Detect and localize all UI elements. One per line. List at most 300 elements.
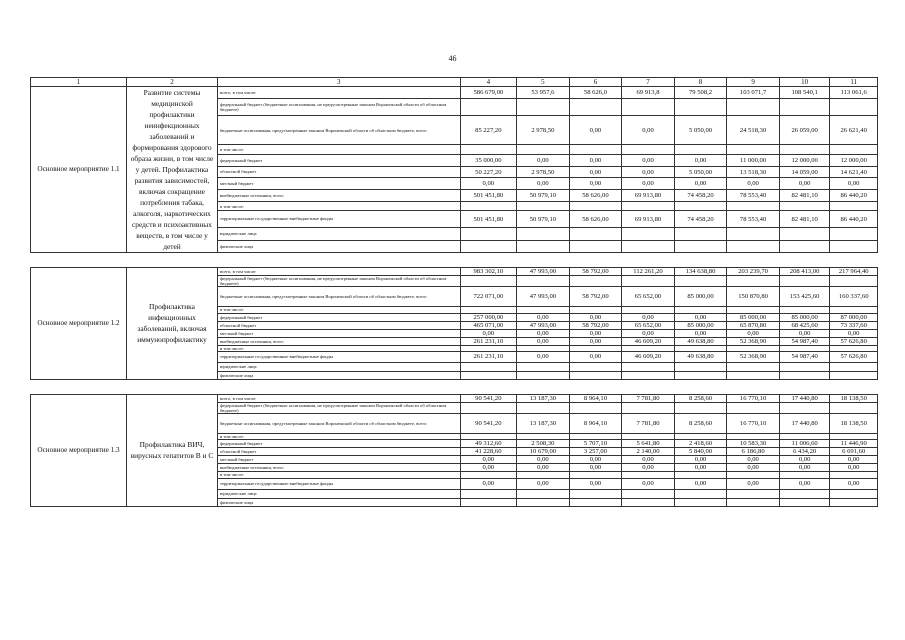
table-row [31, 268, 878, 276]
amount-cell: 0,00 [622, 154, 675, 166]
amount-cell [569, 402, 622, 413]
amount-cell: 14 621,40 [830, 166, 878, 178]
funding-source-cell: территориальные государственные внебюджетные фонды [217, 478, 460, 489]
amount-cell: 0,00 [622, 329, 675, 337]
amount-cell: 0,00 [622, 115, 675, 145]
amount-cell: 0,00 [727, 456, 780, 464]
amount-cell [517, 362, 570, 371]
amount-cell: 78 553,40 [727, 190, 780, 202]
amount-cell [460, 202, 517, 211]
amount-cell: 68 425,60 [779, 321, 830, 329]
funding-source-cell: федеральный бюджет (бюджетные ассигнования, не предусмотренные законом Воронежской области об областном бюджете) [217, 98, 460, 115]
funding-source-cell: в том числе: [217, 307, 460, 313]
amount-cell [830, 98, 878, 115]
amount-cell [622, 362, 675, 371]
amount-cell [622, 227, 675, 240]
amount-cell: 0,00 [674, 478, 727, 489]
amount-cell: 2 508,30 [517, 440, 570, 448]
amount-cell [830, 371, 878, 379]
amount-cell [622, 276, 675, 287]
amount-cell: 11 006,60 [779, 440, 830, 448]
amount-cell: 0,00 [517, 178, 570, 190]
amount-cell: 18 138,50 [830, 414, 878, 434]
amount-cell: 108 540,1 [779, 87, 830, 99]
amount-cell: 13 187,30 [517, 414, 570, 434]
amount-cell [674, 202, 727, 211]
amount-cell: 586 679,00 [460, 87, 517, 99]
amount-cell [674, 227, 727, 240]
amount-cell: 49 638,80 [674, 351, 727, 362]
amount-cell: 7 781,80 [622, 394, 675, 402]
funding-source-cell: внебюджетные источники, всего [217, 337, 460, 345]
amount-cell [727, 489, 780, 498]
amount-cell: 0,00 [727, 464, 780, 472]
amount-cell: 501 451,80 [460, 190, 517, 202]
header-cell: 10 [779, 78, 830, 87]
funding-source-cell: областной бюджет [217, 448, 460, 456]
amount-cell [460, 362, 517, 371]
amount-cell [569, 276, 622, 287]
amount-cell: 722 071,00 [460, 287, 517, 307]
amount-cell: 113 061,6 [830, 87, 878, 99]
funding-source-cell: юридические лица [217, 227, 460, 240]
header-cell: 5 [517, 78, 570, 87]
amount-cell [460, 227, 517, 240]
event-cell: Основное мероприятие 1.2 [31, 268, 127, 380]
funding-source-cell: всего, в том числе: [217, 394, 460, 402]
header-cell: 11 [830, 78, 878, 87]
amount-cell [674, 362, 727, 371]
amount-cell [460, 489, 517, 498]
amount-cell: 2 978,50 [517, 166, 570, 178]
amount-cell [569, 202, 622, 211]
amount-cell: 0,00 [779, 178, 830, 190]
funding-source-cell: местный бюджет [217, 456, 460, 464]
amount-cell [727, 227, 780, 240]
amount-cell [517, 402, 570, 413]
amount-cell: 65 870,80 [727, 321, 780, 329]
amount-cell: 0,00 [674, 464, 727, 472]
amount-cell [830, 489, 878, 498]
amount-cell: 0,00 [460, 464, 517, 472]
funding-source-cell: внебюджетные источники, всего [217, 190, 460, 202]
amount-cell: 0,00 [517, 154, 570, 166]
amount-cell [569, 498, 622, 506]
amount-cell [830, 498, 878, 506]
amount-cell: 90 541,20 [460, 414, 517, 434]
amount-cell [779, 227, 830, 240]
amount-cell: 12 000,00 [779, 154, 830, 166]
amount-cell: 54 987,40 [779, 351, 830, 362]
amount-cell [830, 362, 878, 371]
amount-cell: 58 626,0 [569, 87, 622, 99]
amount-cell [779, 402, 830, 413]
amount-cell: 0,00 [830, 329, 878, 337]
amount-cell: 47 993,00 [517, 321, 570, 329]
amount-cell: 0,00 [674, 313, 727, 321]
amount-cell: 0,00 [779, 478, 830, 489]
amount-cell [569, 371, 622, 379]
funding-source-cell: в том числе: [217, 472, 460, 478]
amount-cell: 0,00 [727, 329, 780, 337]
amount-cell [569, 241, 622, 253]
amount-cell [460, 276, 517, 287]
funding-source-cell: физические лица [217, 498, 460, 506]
header-row [31, 78, 878, 87]
amount-cell [830, 276, 878, 287]
amount-cell [622, 202, 675, 211]
amount-cell: 54 987,40 [779, 337, 830, 345]
spacer-cell [31, 253, 878, 268]
amount-cell: 257 000,00 [460, 313, 517, 321]
amount-cell: 0,00 [517, 313, 570, 321]
amount-cell [460, 145, 517, 154]
amount-cell: 0,00 [727, 178, 780, 190]
funding-source-cell: внебюджетные источники, всего [217, 464, 460, 472]
amount-cell: 5 707,10 [569, 440, 622, 448]
funding-source-cell: федеральный бюджет [217, 313, 460, 321]
header-cell: 1 [31, 78, 127, 87]
funding-source-cell: в том числе: [217, 202, 460, 211]
amount-cell: 0,00 [622, 313, 675, 321]
amount-cell: 16 770,10 [727, 414, 780, 434]
funding-source-cell: федеральный бюджет (бюджетные ассигнования, не предусмотренные законом Воронежской области об областном бюджете) [217, 402, 460, 413]
funding-source-cell: местный бюджет [217, 178, 460, 190]
amount-cell: 0,00 [569, 329, 622, 337]
funding-source-cell: областной бюджет [217, 321, 460, 329]
amount-cell [830, 202, 878, 211]
amount-cell [727, 145, 780, 154]
amount-cell [674, 241, 727, 253]
amount-cell [727, 371, 780, 379]
funding-source-cell: бюджетные ассигнования, предусмотренные законом Воронежской области об областном бюджете, всего [217, 414, 460, 434]
amount-cell: 69 913,8 [622, 87, 675, 99]
amount-cell: 47 993,00 [517, 268, 570, 276]
amount-cell: 87 000,00 [830, 313, 878, 321]
amount-cell: 0,00 [517, 351, 570, 362]
amount-cell: 85 227,20 [460, 115, 517, 145]
amount-cell: 58 792,00 [569, 287, 622, 307]
amount-cell [460, 402, 517, 413]
amount-cell: 2 140,00 [622, 448, 675, 456]
amount-cell: 0,00 [674, 178, 727, 190]
amount-cell [830, 227, 878, 240]
amount-cell [517, 371, 570, 379]
amount-cell [517, 498, 570, 506]
amount-cell: 74 458,20 [674, 211, 727, 227]
amount-cell [779, 276, 830, 287]
amount-cell [517, 227, 570, 240]
amount-cell [674, 145, 727, 154]
amount-cell [727, 98, 780, 115]
amount-cell: 52 368,90 [727, 337, 780, 345]
amount-cell: 0,00 [674, 154, 727, 166]
amount-cell: 0,00 [830, 456, 878, 464]
amount-cell: 0,00 [779, 329, 830, 337]
amount-cell: 53 957,6 [517, 87, 570, 99]
amount-cell: 6 434,20 [779, 448, 830, 456]
amount-cell [779, 362, 830, 371]
block-spacer [31, 253, 878, 268]
amount-cell [622, 402, 675, 413]
amount-cell: 6 186,80 [727, 448, 780, 456]
amount-cell [674, 402, 727, 413]
amount-cell: 0,00 [569, 178, 622, 190]
amount-cell [727, 241, 780, 253]
amount-cell [517, 98, 570, 115]
amount-cell: 49 312,60 [460, 440, 517, 448]
amount-cell: 47 993,00 [517, 287, 570, 307]
amount-cell: 50 979,10 [517, 211, 570, 227]
amount-cell [569, 145, 622, 154]
amount-cell: 26 059,00 [779, 115, 830, 145]
amount-cell [622, 241, 675, 253]
amount-cell [674, 489, 727, 498]
amount-cell: 11 000,00 [727, 154, 780, 166]
amount-cell: 0,00 [569, 337, 622, 345]
amount-cell [779, 489, 830, 498]
amount-cell: 0,00 [460, 456, 517, 464]
amount-cell: 50 979,10 [517, 190, 570, 202]
amount-cell: 65 652,00 [622, 287, 675, 307]
table-body [31, 78, 878, 507]
amount-cell: 0,00 [569, 464, 622, 472]
amount-cell: 501 451,80 [460, 211, 517, 227]
amount-cell: 58 626,00 [569, 190, 622, 202]
funding-source-cell: бюджетные ассигнования, предусмотренные законом Воронежской области об областном бюджете, всего [217, 115, 460, 145]
funding-source-cell: бюджетные ассигнования, предусмотренные законом Воронежской области об областном бюджете, всего [217, 287, 460, 307]
amount-cell: 0,00 [569, 456, 622, 464]
amount-cell [674, 276, 727, 287]
amount-cell: 0,00 [460, 178, 517, 190]
amount-cell: 0,00 [622, 464, 675, 472]
amount-cell: 85 000,00 [674, 321, 727, 329]
amount-cell [727, 276, 780, 287]
amount-cell: 7 781,80 [622, 414, 675, 434]
amount-cell [674, 98, 727, 115]
header-cell: 6 [569, 78, 622, 87]
event-title-cell: Профилактика ВИЧ, вирусных гепатитов В и С [127, 394, 218, 506]
amount-cell: 5 050,00 [674, 115, 727, 145]
amount-cell: 0,00 [830, 464, 878, 472]
amount-cell [622, 371, 675, 379]
amount-cell: 217 964,40 [830, 268, 878, 276]
spacer-cell [31, 379, 878, 394]
funding-source-cell: всего, в том числе: [217, 87, 460, 99]
amount-cell [460, 98, 517, 115]
amount-cell: 208 413,00 [779, 268, 830, 276]
amount-cell [830, 402, 878, 413]
header-cell: 7 [622, 78, 675, 87]
amount-cell: 0,00 [779, 456, 830, 464]
budget-table [30, 77, 878, 507]
amount-cell: 86 440,20 [830, 211, 878, 227]
event-cell: Основное мероприятие 1.1 [31, 87, 127, 253]
amount-cell [569, 362, 622, 371]
amount-cell: 0,00 [517, 337, 570, 345]
amount-cell [674, 498, 727, 506]
amount-cell: 49 638,80 [674, 337, 727, 345]
amount-cell: 11 446,90 [830, 440, 878, 448]
funding-source-cell: областной бюджет [217, 166, 460, 178]
amount-cell: 2 418,60 [674, 440, 727, 448]
event-title-cell: Профилактика инфекционных заболеваний, включая иммунопрофилактику [127, 268, 218, 380]
funding-source-cell: местный бюджет [217, 329, 460, 337]
amount-cell: 35 000,00 [460, 154, 517, 166]
amount-cell [779, 98, 830, 115]
funding-source-cell: в том числе: [217, 434, 460, 440]
amount-cell: 983 302,10 [460, 268, 517, 276]
amount-cell [779, 241, 830, 253]
block-spacer [31, 379, 878, 394]
amount-cell: 261 231,10 [460, 337, 517, 345]
amount-cell: 134 638,80 [674, 268, 727, 276]
amount-cell: 0,00 [517, 478, 570, 489]
amount-cell: 5 840,00 [674, 448, 727, 456]
amount-cell: 0,00 [622, 166, 675, 178]
amount-cell [727, 498, 780, 506]
amount-cell: 85 000,00 [674, 287, 727, 307]
amount-cell: 465 071,00 [460, 321, 517, 329]
table-row [31, 87, 878, 99]
amount-cell: 0,00 [569, 166, 622, 178]
amount-cell [622, 98, 675, 115]
amount-cell: 10 679,00 [517, 448, 570, 456]
amount-cell: 2 978,50 [517, 115, 570, 145]
amount-cell [569, 98, 622, 115]
amount-cell: 17 440,80 [779, 394, 830, 402]
amount-cell: 74 458,20 [674, 190, 727, 202]
amount-cell: 73 337,60 [830, 321, 878, 329]
amount-cell: 82 481,10 [779, 190, 830, 202]
amount-cell: 58 626,00 [569, 211, 622, 227]
amount-cell: 41 228,60 [460, 448, 517, 456]
amount-cell: 46 609,20 [622, 337, 675, 345]
amount-cell: 79 508,2 [674, 87, 727, 99]
amount-cell [779, 498, 830, 506]
amount-cell: 50 227,20 [460, 166, 517, 178]
amount-cell: 150 870,80 [727, 287, 780, 307]
amount-cell: 0,00 [830, 178, 878, 190]
amount-cell [517, 202, 570, 211]
amount-cell: 85 000,00 [779, 313, 830, 321]
amount-cell: 13 518,30 [727, 166, 780, 178]
amount-cell: 24 518,30 [727, 115, 780, 145]
amount-cell: 13 187,30 [517, 394, 570, 402]
amount-cell: 18 138,50 [830, 394, 878, 402]
amount-cell: 58 792,00 [569, 268, 622, 276]
funding-source-cell: в том числе: [217, 145, 460, 154]
amount-cell [779, 202, 830, 211]
amount-cell [517, 489, 570, 498]
amount-cell [779, 371, 830, 379]
amount-cell: 65 652,00 [622, 321, 675, 329]
amount-cell: 69 913,80 [622, 211, 675, 227]
amount-cell: 10 583,30 [727, 440, 780, 448]
amount-cell [779, 145, 830, 154]
header-cell: 8 [674, 78, 727, 87]
amount-cell: 57 626,80 [830, 351, 878, 362]
amount-cell: 12 000,00 [830, 154, 878, 166]
amount-cell: 8 258,60 [674, 414, 727, 434]
amount-cell: 58 792,00 [569, 321, 622, 329]
amount-cell: 82 481,10 [779, 211, 830, 227]
amount-cell: 26 621,40 [830, 115, 878, 145]
amount-cell [622, 498, 675, 506]
amount-cell: 0,00 [674, 456, 727, 464]
amount-cell: 17 440,80 [779, 414, 830, 434]
funding-source-cell: физические лица [217, 371, 460, 379]
amount-cell [830, 241, 878, 253]
amount-cell: 261 231,10 [460, 351, 517, 362]
amount-cell [830, 145, 878, 154]
amount-cell [517, 145, 570, 154]
funding-source-cell: территориальные государственные внебюджетные фонды [217, 211, 460, 227]
amount-cell: 0,00 [569, 478, 622, 489]
amount-cell: 8 964,10 [569, 394, 622, 402]
amount-cell: 16 770,10 [727, 394, 780, 402]
amount-cell: 0,00 [622, 178, 675, 190]
funding-source-cell: юридические лица [217, 489, 460, 498]
event-cell: Основное мероприятие 1.3 [31, 394, 127, 506]
amount-cell: 0,00 [674, 329, 727, 337]
header-cell: 2 [127, 78, 218, 87]
amount-cell: 0,00 [569, 351, 622, 362]
amount-cell: 86 440,20 [830, 190, 878, 202]
table-row [31, 394, 878, 402]
amount-cell: 0,00 [622, 456, 675, 464]
amount-cell [460, 371, 517, 379]
amount-cell: 8 258,60 [674, 394, 727, 402]
amount-cell [569, 227, 622, 240]
event-title-cell: Развитие системы медицинской профилактики неинфекционных заболеваний и формирования здорового образа жизни, в том числе у детей. Профилактика развития зависимостей, включая сокращение потребления табака, алкоголя, наркотических средств и психоактивных веществ, в том числе у детей [127, 87, 218, 253]
amount-cell [727, 362, 780, 371]
amount-cell [460, 241, 517, 253]
amount-cell: 46 609,20 [622, 351, 675, 362]
amount-cell [622, 489, 675, 498]
funding-source-cell: в том числе: [217, 345, 460, 351]
funding-source-cell: физические лица [217, 241, 460, 253]
amount-cell: 0,00 [460, 478, 517, 489]
amount-cell: 0,00 [779, 464, 830, 472]
amount-cell: 57 626,80 [830, 337, 878, 345]
amount-cell: 5 050,00 [674, 166, 727, 178]
amount-cell: 0,00 [569, 313, 622, 321]
amount-cell [622, 145, 675, 154]
amount-cell: 112 261,20 [622, 268, 675, 276]
amount-cell: 0,00 [517, 329, 570, 337]
amount-cell: 3 257,00 [569, 448, 622, 456]
amount-cell [727, 202, 780, 211]
amount-cell: 6 691,60 [830, 448, 878, 456]
amount-cell: 85 000,00 [727, 313, 780, 321]
amount-cell: 52 368,90 [727, 351, 780, 362]
amount-cell: 8 964,10 [569, 414, 622, 434]
amount-cell: 78 553,40 [727, 211, 780, 227]
amount-cell: 0,00 [569, 115, 622, 145]
amount-cell: 0,00 [460, 329, 517, 337]
funding-source-cell: федеральный бюджет [217, 440, 460, 448]
amount-cell: 103 071,7 [727, 87, 780, 99]
amount-cell [517, 241, 570, 253]
amount-cell: 69 913,80 [622, 190, 675, 202]
funding-source-cell: юридические лица [217, 362, 460, 371]
amount-cell: 0,00 [727, 478, 780, 489]
amount-cell: 14 059,00 [779, 166, 830, 178]
header-cell: 4 [460, 78, 517, 87]
amount-cell: 0,00 [569, 154, 622, 166]
amount-cell: 160 337,60 [830, 287, 878, 307]
